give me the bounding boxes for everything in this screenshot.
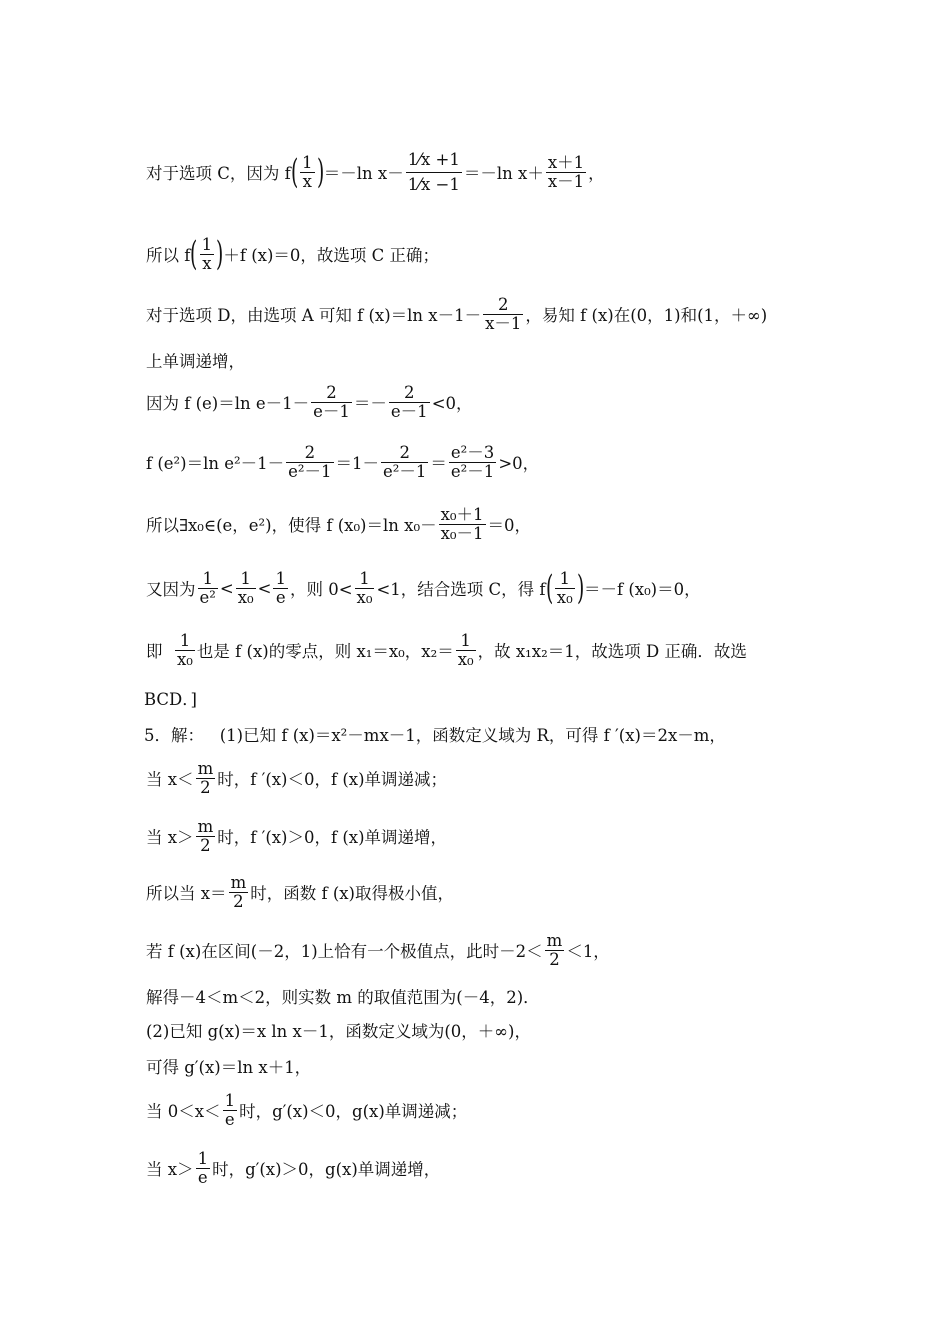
fraction [236,570,256,607]
text-line-5 [146,372,473,432]
fraction-denominator: e²－1 [288,461,332,481]
fraction [175,632,195,669]
text-run: 当 x＞ [146,1160,194,1179]
fraction [300,154,315,191]
text-run: 当 x＞ [146,828,194,847]
fraction-numerator: 1 [240,568,251,588]
fraction-denominator: x₀－1 [440,523,484,543]
text-run: BCD．] [144,690,197,709]
fraction-numerator: 1 [460,630,471,650]
fraction-denominator: x [202,253,212,273]
bracket: ) [576,568,584,608]
fraction [483,296,523,333]
text-line-13 [146,806,447,866]
fraction-denominator: x₀ [237,587,254,607]
fraction-numerator: x₀＋1 [440,504,484,524]
text-run: 上单调递增， [146,352,245,371]
fraction-numerator: m [230,872,247,892]
fraction [223,1092,238,1129]
text-run: ＝0， [487,516,531,535]
fraction-numerator: 1 [275,568,286,588]
fraction [196,760,216,797]
bracket: ( [545,568,553,608]
text-run: ＝1－ [335,454,380,473]
text-run: < [257,578,272,598]
fraction [406,148,462,197]
bracket: ) [216,234,224,274]
fraction-denominator: x [302,171,312,191]
text-line-6 [146,432,539,492]
text-run: 可得 g′(x)＝ln x＋1， [146,1058,312,1077]
fraction-numerator: 1 [224,1090,236,1110]
text-run: 即 [146,642,173,661]
fraction-numerator: 2 [498,294,509,314]
fraction-denominator: 2 [200,835,211,855]
text-run: ＜1， [566,942,610,961]
fraction-denominator: 2 [200,777,211,797]
text-run: 时，g′(x)＜0，g(x)单调递减； [239,1102,468,1121]
text-run: <1，结合选项 C，得 f [376,580,546,599]
text-line-9 [146,620,747,680]
text-run: 时，g′(x)＞0，g(x)单调递增， [212,1160,441,1179]
fraction-denominator: e－1 [390,401,428,421]
fraction-numerator: 1 [201,234,213,254]
fraction [196,818,216,855]
fraction [546,154,586,191]
text-run: ＝－ln x－ [323,164,404,183]
text-run: ＝－ [353,394,387,413]
fraction-numerator: m [197,758,214,778]
fraction [555,570,575,607]
text-run: 因为 f (e)＝ln e－1－ [146,394,310,413]
text-run: (2)已知 g(x)＝x ln x－1，函数定义域为(0，＋∞)， [146,1022,531,1041]
text-run: 所以当 x＝ [146,884,227,903]
text-run: < [219,578,234,598]
text-run: 对于选项 C，因为 f [146,164,291,183]
text-run: ＝－f (x₀)＝0， [583,580,701,599]
fraction-denominator: e²－1 [383,461,427,481]
fraction-numerator: 2 [304,442,316,462]
fraction-numerator: x＋1 [547,152,585,172]
fraction-denominator: 2 [233,891,244,911]
text-line-2 [146,224,439,284]
text-run: 时，函数 f (x)取得极小值， [250,884,454,903]
fraction-numerator: 2 [404,382,415,402]
fraction-denominator: e [197,1167,208,1187]
text-run: 当 x＜ [146,770,194,789]
fraction-numerator: 2 [399,442,410,462]
fraction-numerator: 1 [197,1148,209,1168]
fraction-denominator: x－1 [547,171,585,191]
fraction [273,570,288,607]
fraction-numerator: m [546,930,563,950]
fraction [311,384,352,421]
text-run: f (e²)＝ln e²－1－ [146,454,285,473]
fraction [200,236,215,273]
bracket: ( [290,152,299,192]
text-run: 解得－4＜m＜2，则实数 m 的取值范围为(－4，2)． [146,988,540,1007]
text-run: ， [588,164,605,183]
fraction-denominator: e [224,1109,235,1129]
fraction-denominator: 2 [549,949,560,969]
fraction [198,570,218,607]
fraction-numerator: e²－3 [450,442,495,462]
fraction-numerator: 1 [302,152,313,172]
fraction [449,444,496,481]
text-line-19 [146,1080,467,1140]
text-line-20 [146,1138,440,1198]
fraction-denominator: e－1 [313,401,350,421]
text-run: >0， [498,454,540,473]
text-line-8 [146,558,701,618]
text-run: ＝ [430,454,447,473]
fraction [439,506,486,543]
fraction-numerator: m [197,816,214,836]
fraction [196,1150,211,1187]
text-run: ＝－ln x＋ [463,164,544,183]
text-run: ＋f (x)＝0，故选项 C 正确； [223,246,440,265]
text-run: ，易知 f (x)在(0，1)和(1，＋∞) [525,306,768,325]
text-run: 又因为 [146,580,196,599]
text-run: 对于选项 D，由选项 A 可知 f (x)＝ln x－1－ [146,306,482,325]
fraction-numerator: 1 [359,568,370,588]
fraction-numerator: 1⁄x +1 [407,149,460,169]
fraction-numerator: 1 [559,568,570,588]
text-run: <0， [431,394,473,413]
text-run: ，故 x₁x₂＝1，故选项 D 正确．故选 [477,642,747,661]
text-line-7 [146,494,531,554]
fraction [286,444,333,481]
text-line-12 [146,748,447,808]
text-run: 当 0＜x＜ [146,1102,221,1121]
fraction [229,874,249,911]
fraction-numerator: 2 [326,382,337,402]
fraction-denominator: e² [199,587,216,607]
fraction [381,444,428,481]
text-run: 时，f ′(x)＜0，f (x)单调递减； [217,770,448,789]
fraction-denominator: x₀ [556,587,573,607]
fraction [545,932,565,969]
fraction-denominator: e²－1 [450,461,495,481]
text-run: 时，f ′(x)＞0，f (x)单调递增， [217,828,448,847]
fraction [355,570,375,607]
text-run: 所以 f [146,246,191,265]
bracket: ( [190,234,198,274]
text-line-1 [146,142,605,202]
bracket: ) [316,152,324,192]
text-run: 若 f (x)在区间(－2，1)上恰有一个极值点，此时－2＜ [146,942,543,961]
fraction-denominator: x₀ [356,587,373,607]
fraction [389,384,430,421]
fraction-denominator: x₀ [457,649,474,669]
fraction-denominator: x－1 [485,313,522,333]
fraction-denominator: e [275,587,286,607]
fraction-numerator: 1 [202,568,213,588]
text-run: ，则 0< [289,580,353,599]
fraction-denominator: 1⁄x −1 [407,174,460,194]
fraction-numerator: 1 [179,630,191,650]
text-run: 也是 f (x)的零点，则 x₁＝x₀，x₂＝ [196,642,454,661]
text-run: 5．解： (1)已知 f (x)＝x²－mx－1，函数定义域为 R，可得 f ′(x)＝2x－m， [144,726,726,745]
fraction-denominator: x₀ [177,649,193,669]
text-line-14 [146,862,454,922]
text-run: 所以∃x₀∈(e，e²)，使得 f (x₀)＝ln x₀－ [146,516,437,535]
fraction [456,632,476,669]
